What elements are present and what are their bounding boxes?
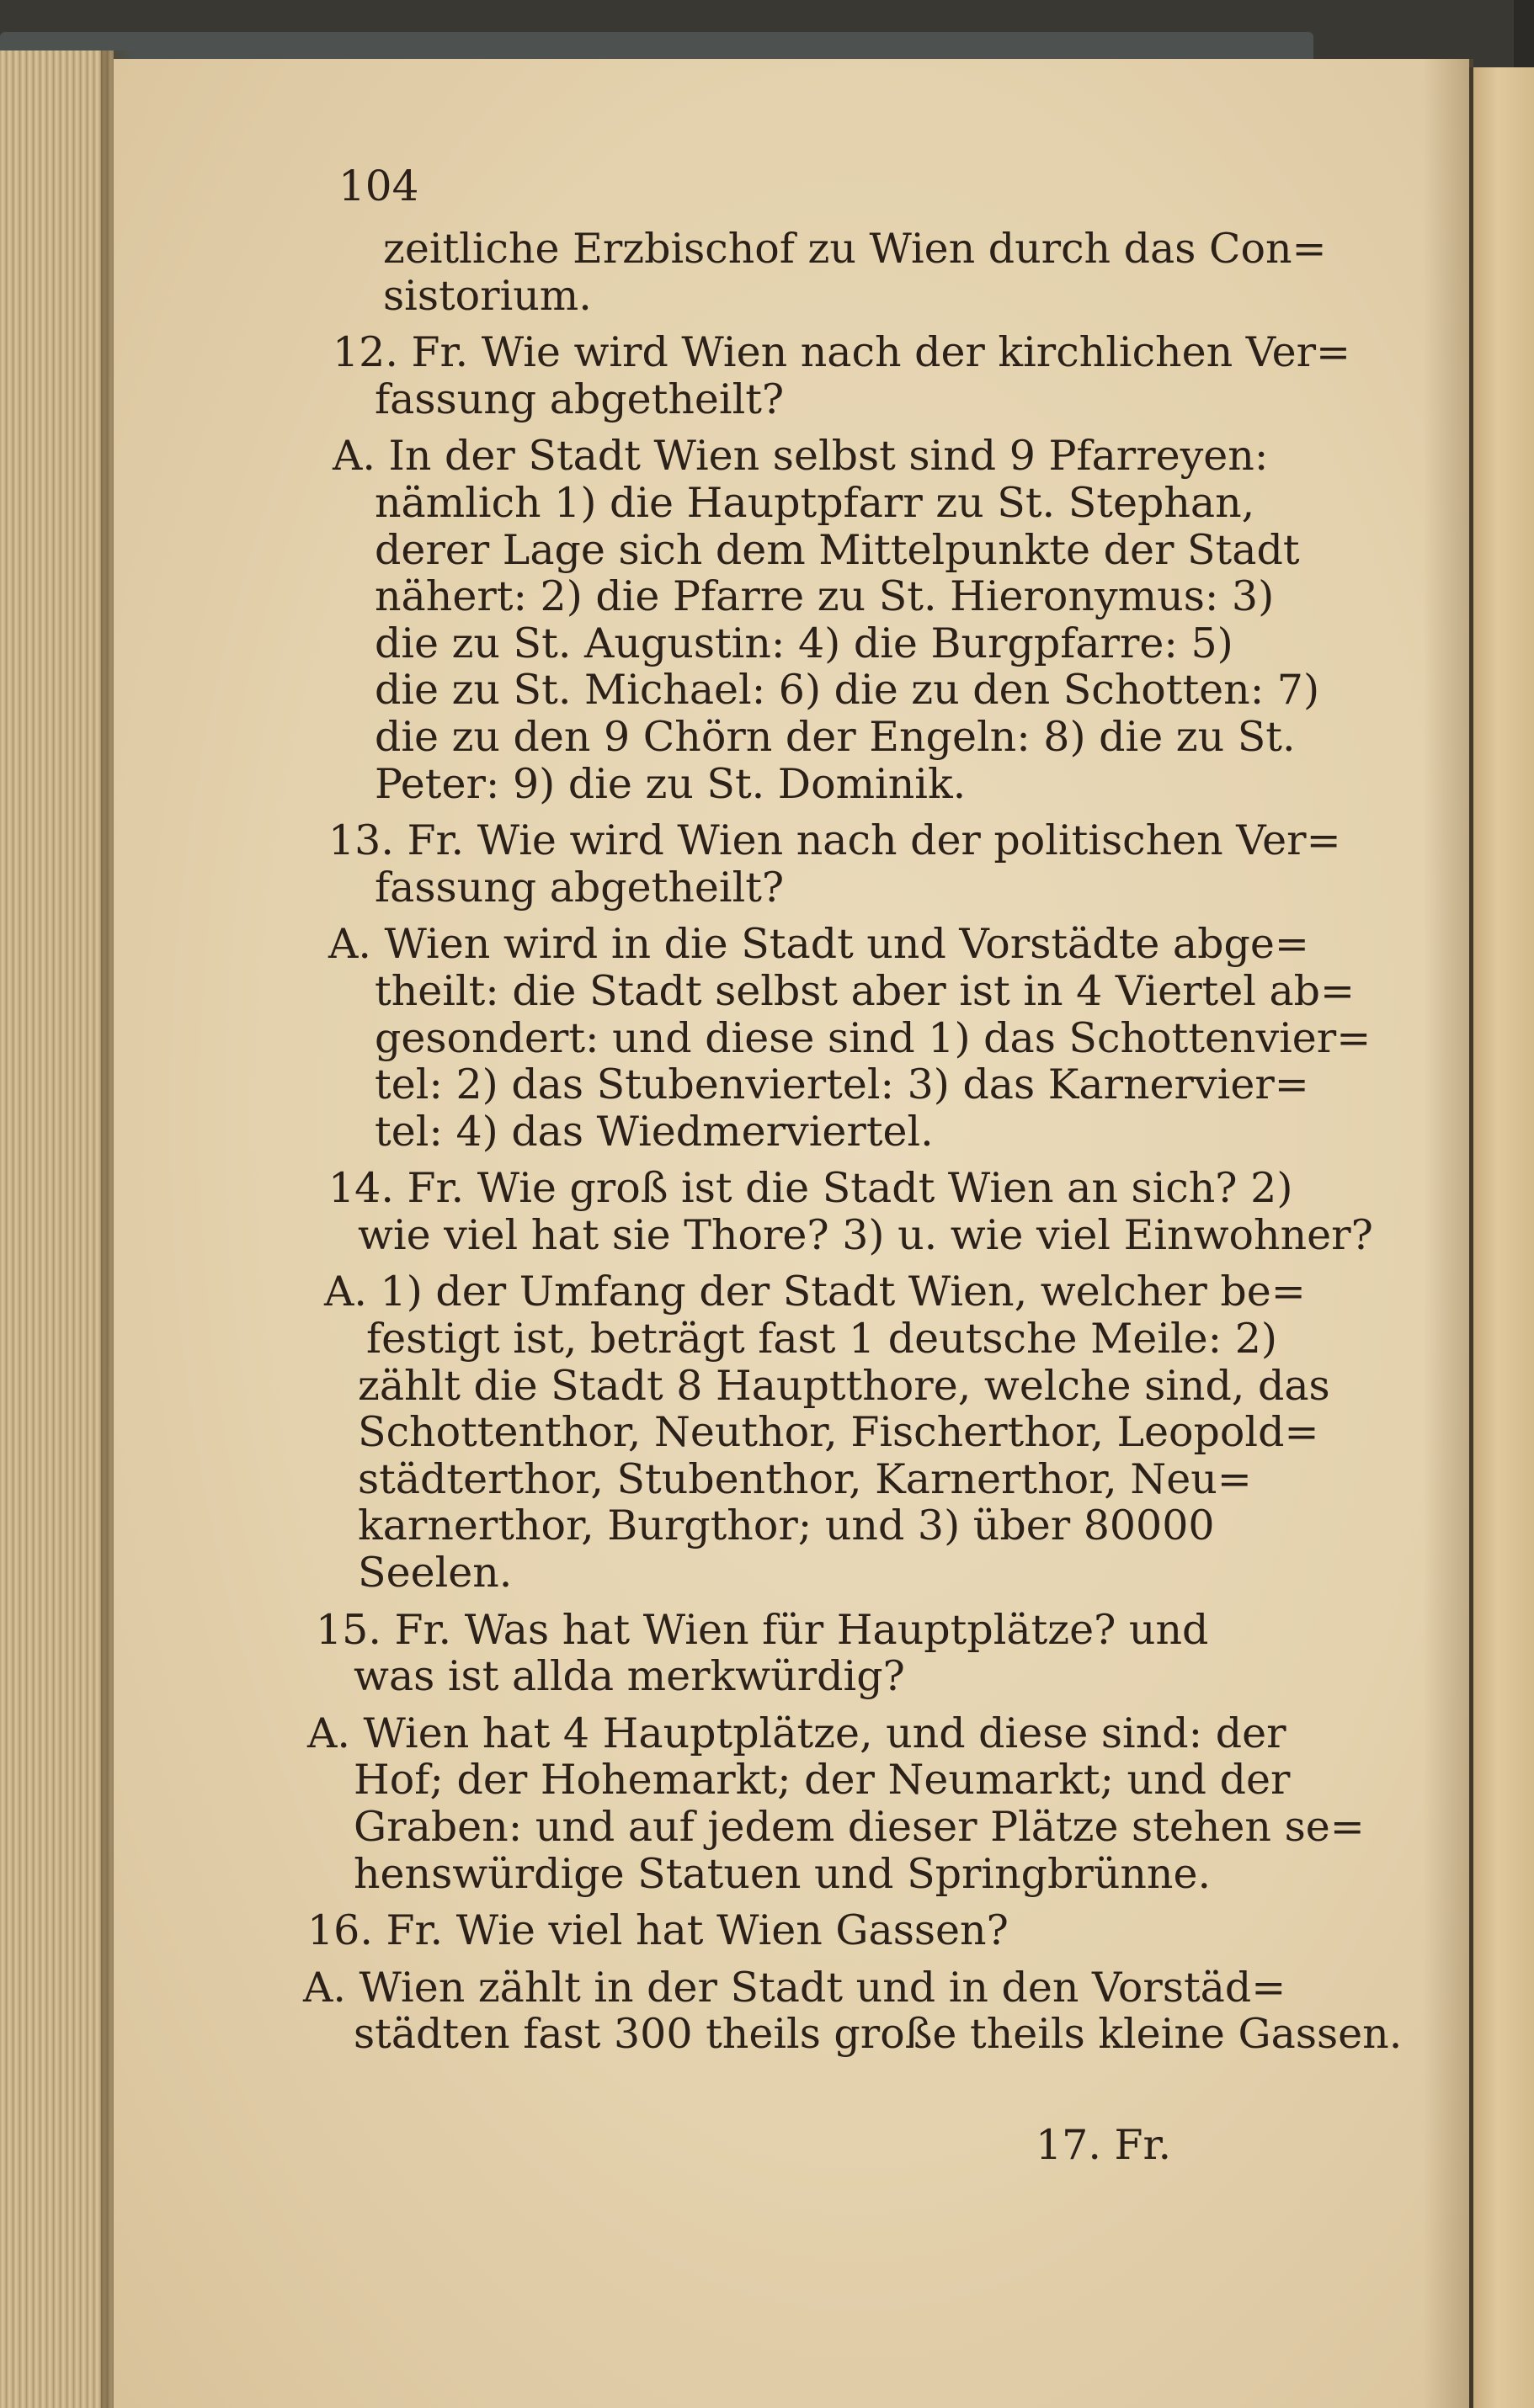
page-fold-shadow [1423, 59, 1473, 2408]
text-line: gesondert: und diese sind 1) das Schottenvier= [375, 1013, 1372, 1062]
text-line: Schottenthor, Neuthor, Fischerthor, Leopold= [358, 1408, 1319, 1457]
question-line: 14. Fr. Wie groß ist die Stadt Wien an sich? 2) [328, 1164, 1293, 1213]
text-line: henswürdige Statuen und Springbrünne. [354, 1849, 1212, 1898]
catchword: 17. Fr. [1036, 2121, 1172, 2169]
text-line: Hof; der Hohemarkt; der Neumarkt; und der [354, 1756, 1291, 1805]
text-line: tel: 4) das Wiedmerviertel. [375, 1107, 934, 1156]
background-right [1514, 0, 1534, 67]
text-line: karnerthor, Burgthor; und 3) über 80000 [358, 1502, 1215, 1550]
text-line: sistorium. [383, 271, 592, 320]
answer-line: A. In der Stadt Wien selbst sind 9 Pfarreyen: [333, 432, 1269, 481]
text-line: Graben: und auf jedem dieser Plätze stehen se= [354, 1803, 1365, 1851]
question-line: 12. Fr. Wie wird Wien nach der kirchlichen Ver= [333, 328, 1351, 377]
text-line: nämlich 1) die Hauptpfarr zu St. Stephan, [375, 478, 1255, 527]
answer-line: A. 1) der Umfang der Stadt Wien, welcher be= [324, 1268, 1306, 1316]
question-line: 13. Fr. Wie wird Wien nach der politischen Ver= [328, 816, 1341, 865]
text-line: fassung abgetheilt? [375, 375, 785, 423]
text-line: derer Lage sich dem Mittelpunkte der Stadt [375, 525, 1300, 574]
answer-line: A. Wien hat 4 Hauptplätze, und diese sind: der [307, 1709, 1286, 1757]
text-line: festigt ist, beträgt fast 1 deutsche Meile: 2) [366, 1315, 1277, 1363]
body-text [303, 225, 1403, 2059]
text-line: wie viel hat sie Thore? 3) u. wie viel Einwohner? [358, 1210, 1373, 1259]
text-line: tel: 2) das Stubenviertel: 3) das Karnervier= [375, 1060, 1309, 1109]
text-line: die zu den 9 Chörn der Engeln: 8) die zu St. [375, 712, 1296, 761]
page-edges-left [0, 50, 114, 2408]
text-line: zeitliche Erzbischof zu Wien durch das Con= [383, 225, 1327, 273]
text-line: städten fast 300 theils große theils kleine Gassen. [354, 2010, 1403, 2059]
answer-line: A. Wien wird in die Stadt und Vorstädte abge= [328, 920, 1309, 969]
question-line: 15. Fr. Was hat Wien für Hauptplätze? und [316, 1605, 1209, 1654]
text-line: nähert: 2) die Pfarre zu St. Hieronymus: 3) [375, 572, 1275, 621]
text-line: zählt die Stadt 8 Hauptthore, welche sind, das [358, 1361, 1330, 1410]
text-line: theilt: die Stadt selbst aber ist in 4 Viertel ab= [375, 966, 1356, 1015]
text-line: die zu St. Augustin: 4) die Burgpfarre: 5) [375, 619, 1233, 667]
text-line: städterthor, Stubenthor, Karnerthor, Neu= [358, 1454, 1252, 1503]
facing-page-edge [1473, 67, 1534, 2408]
text-line: die zu St. Michael: 6) die zu den Schotten: 7) [375, 666, 1320, 715]
page-number: 104 [338, 162, 419, 210]
text-line: fassung abgetheilt? [375, 863, 785, 912]
text-line: was ist allda merkwürdig? [354, 1652, 905, 1701]
answer-line: A. Wien zählt in der Stadt und in den Vorstäd= [303, 1963, 1286, 2012]
text-line: Seelen. [358, 1549, 513, 1597]
text-line: Peter: 9) die zu St. Dominik. [375, 759, 967, 808]
question-line: 16. Fr. Wie viel hat Wien Gassen? [307, 1906, 1009, 1955]
